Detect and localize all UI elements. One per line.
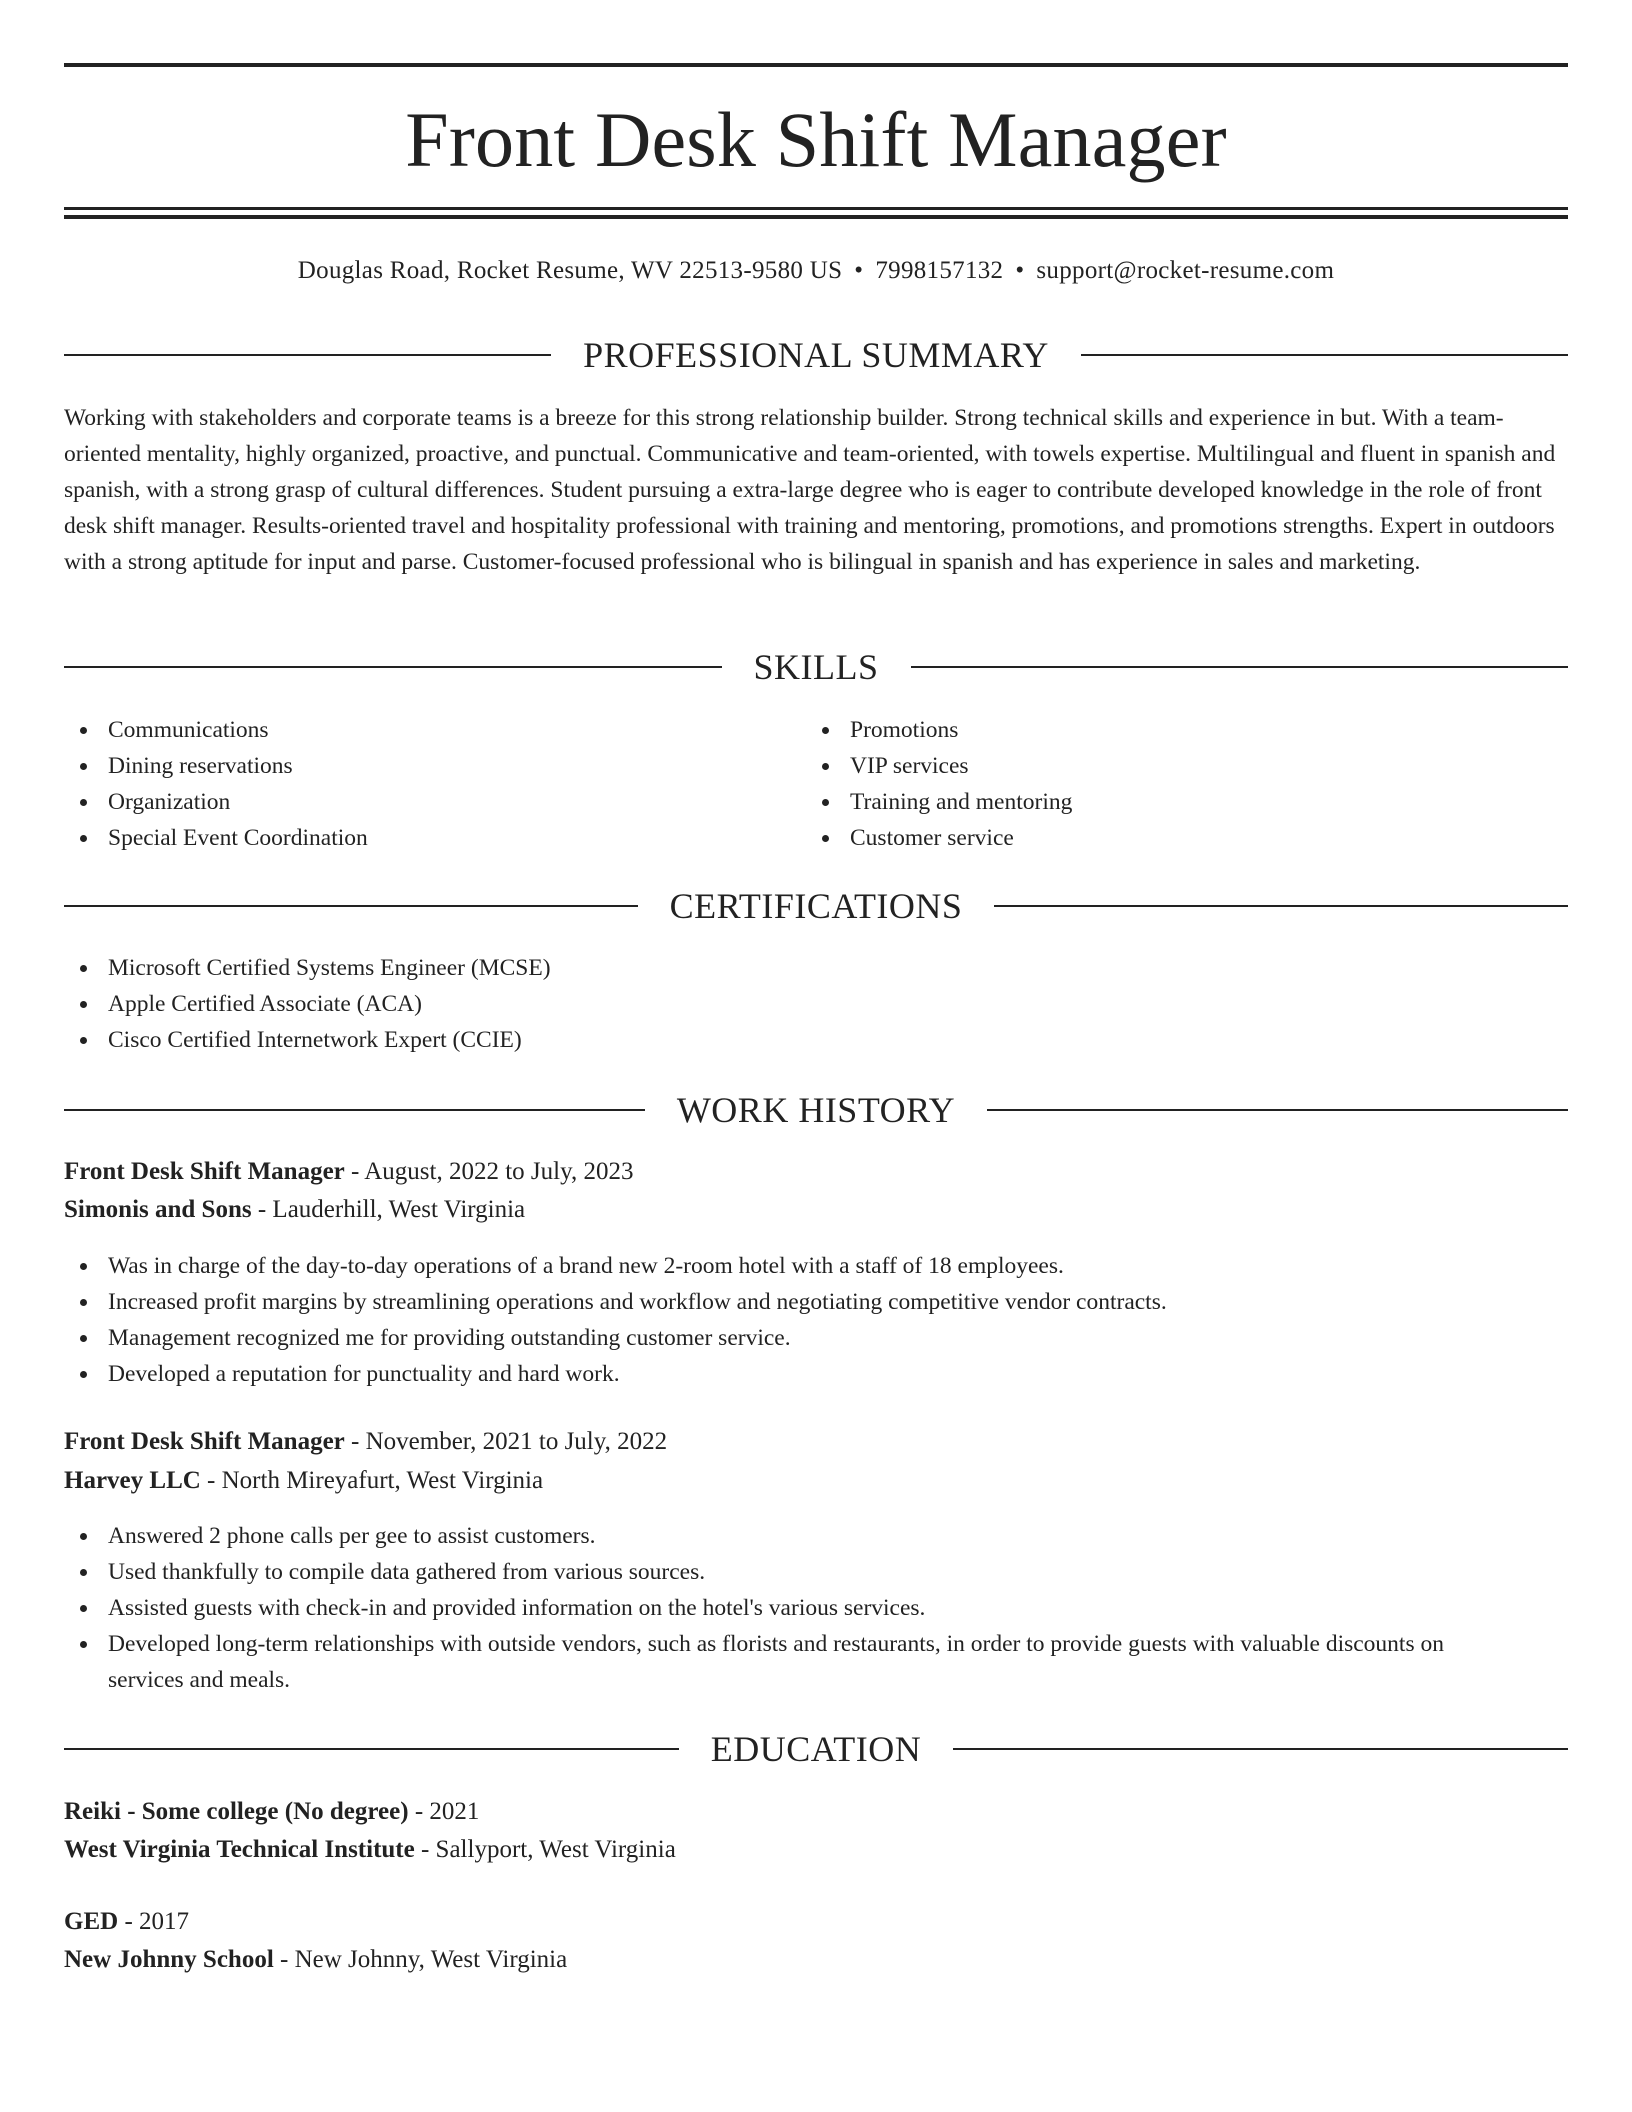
certification-item: Cisco Certified Internetwork Expert (CCIE) (64, 1022, 1568, 1058)
contact-phone: 7998157132 (875, 257, 1004, 284)
job-bullet-list (64, 1518, 1524, 1698)
section-rule (64, 1109, 645, 1111)
section-rule (64, 666, 722, 668)
job-location: - North Mireyafurt, West Virginia (200, 1467, 544, 1494)
education-year: - 2021 (408, 1798, 480, 1825)
contact-email: support@rocket-resume.com (1036, 257, 1335, 284)
job-title: Front Desk Shift Manager (64, 1428, 345, 1455)
education-school-line (64, 1832, 1568, 1868)
job-company-line (64, 1192, 1568, 1228)
skill-item: Special Event Coordination (64, 820, 764, 856)
skill-item: Dining reservations (64, 748, 764, 784)
job-bullet: Management recognized me for providing outstanding customer service. (64, 1320, 1524, 1356)
contact-address: Douglas Road, Rocket Resume, WV 22513-9580 US (297, 257, 843, 284)
skill-item: Communications (64, 712, 764, 748)
skill-item: Promotions (806, 712, 1506, 748)
skill-item: Customer service (806, 820, 1506, 856)
job-bullet: Was in charge of the day-to-day operations of a brand new 2-room hotel with a staff of 18 employees. (64, 1248, 1524, 1284)
education-school-line (64, 1942, 1568, 1978)
education-degree-line (64, 1904, 1568, 1940)
contact-separator: • (854, 257, 864, 284)
section-header-summary (64, 333, 1568, 377)
job-bullet: Answered 2 phone calls per gee to assist customers. (64, 1518, 1524, 1554)
section-rule (953, 1748, 1568, 1750)
job-location: - Lauderhill, West Virginia (251, 1196, 526, 1223)
skill-item: VIP services (806, 748, 1506, 784)
section-title: SKILLS (753, 647, 879, 687)
contact-separator: • (1015, 257, 1025, 284)
education-year: - 2017 (118, 1908, 190, 1935)
job-dates: - November, 2021 to July, 2022 (344, 1428, 668, 1455)
skill-item: Training and mentoring (806, 784, 1506, 820)
skills-list-right (806, 712, 1506, 856)
section-title: CERTIFICATIONS (669, 886, 963, 926)
title-rule-lower (64, 215, 1568, 219)
section-title: PROFESSIONAL SUMMARY (583, 335, 1049, 375)
summary-text: Working with stakeholders and corporate teams is a breeze for this strong relationship builder. Strong technical skills and experience in but. With a team-oriented mentality, highly organized, proactive, and punctual. Communicative and team-oriented, with towels expertise. Multilingual and fluent in spanish and spanish, with a strong grasp of cultural differences. Student pursuing a extra-large degree who is eager to contribute developed knowledge in the role of front desk shift manager. Results-oriented travel and hospitality professional with training and mentoring, promotions, and promotions strengths. Expert in outdoors with a strong aptitude for input and parse. Customer-focused professional who is bilingual in spanish and has experience in sales and marketing. (64, 405, 1556, 575)
section-title: WORK HISTORY (676, 1090, 956, 1130)
section-header-certifications (64, 884, 1568, 928)
job-bullet: Increased profit margins by streamlining operations and workflow and negotiating competitive vendor contracts. (64, 1284, 1524, 1320)
contact-line (64, 254, 1568, 288)
section-title: EDUCATION (710, 1729, 922, 1769)
section-header-skills (64, 645, 1568, 689)
job-company: Simonis and Sons (64, 1196, 252, 1223)
section-rule (987, 1109, 1568, 1111)
education-school: New Johnny School (64, 1946, 274, 1973)
section-rule (1081, 354, 1568, 356)
section-header-education (64, 1727, 1568, 1771)
education-degree: Reiki - Some college (No degree) (64, 1798, 409, 1825)
job-title-line (64, 1154, 1568, 1190)
education-school: West Virginia Technical Institute (64, 1836, 415, 1863)
section-rule (64, 354, 551, 356)
job-dates: - August, 2022 to July, 2023 (344, 1158, 634, 1185)
certifications-list (64, 950, 1568, 1058)
skill-item: Organization (64, 784, 764, 820)
education-location: - New Johnny, West Virginia (273, 1946, 568, 1973)
education-location: - Sallyport, West Virginia (414, 1836, 676, 1863)
title-rule-upper (64, 207, 1568, 210)
job-title-line (64, 1424, 1568, 1460)
section-rule (911, 666, 1569, 668)
section-rule (64, 905, 638, 907)
certification-item: Apple Certified Associate (ACA) (64, 986, 1568, 1022)
job-company-line (64, 1463, 1568, 1499)
job-bullet: Developed long-term relationships with outside vendors, such as florists and restaurants, in order to provide guests with valuable discounts on services and meals. (64, 1626, 1524, 1698)
job-bullet: Developed a reputation for punctuality and hard work. (64, 1356, 1524, 1392)
resume-title: Front Desk Shift Manager (405, 96, 1227, 183)
job-bullet: Assisted guests with check-in and provided information on the hotel's various services. (64, 1590, 1524, 1626)
education-degree-line (64, 1794, 1568, 1830)
job-bullet-list (64, 1248, 1524, 1392)
skills-list-left (64, 712, 764, 856)
job-title: Front Desk Shift Manager (64, 1158, 345, 1185)
job-bullet: Used thankfully to compile data gathered from various sources. (64, 1554, 1524, 1590)
education-degree: GED (64, 1908, 119, 1935)
section-rule (994, 905, 1568, 907)
job-company: Harvey LLC (64, 1467, 201, 1494)
top-rule (64, 63, 1568, 67)
certification-item: Microsoft Certified Systems Engineer (MCSE) (64, 950, 1568, 986)
section-rule (64, 1748, 679, 1750)
section-header-work-history (64, 1088, 1568, 1132)
